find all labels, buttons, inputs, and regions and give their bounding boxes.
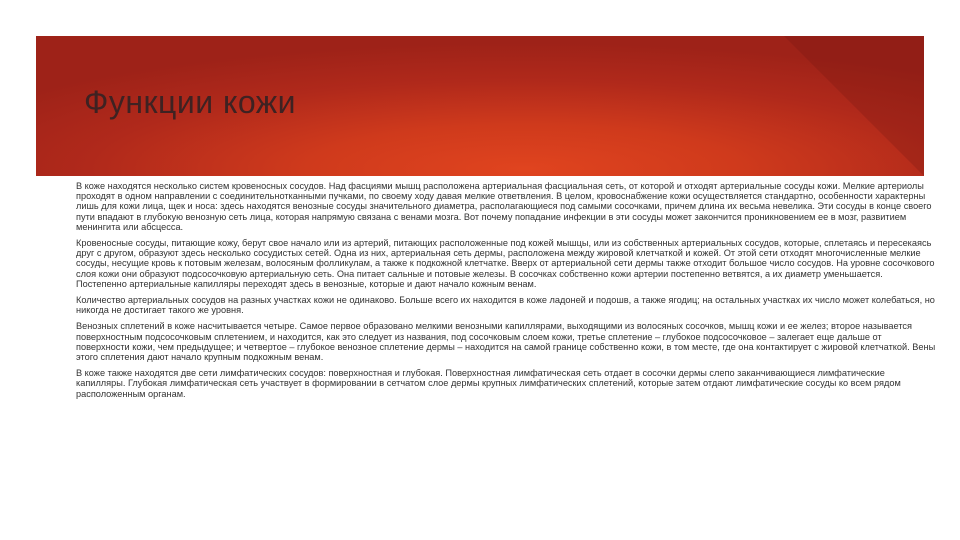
paragraph-blood-vessels: В коже находятся несколько систем кровеносных сосудов. Над фасциями мышц расположена артериальная фасциальная сеть, от которой и отходят артериальные сосуды кожи. Мелкие артериолы проходят в одном направлении с соединительнотканными пучками, по своему ходу давая мелкие ответвления. В целом, кровоснабжение кожи осуществляется стандартно, особенности характерны лишь для кожи лица, щек и носа: здесь находятся венозные сосуды значительного диаметра, располагающиеся под самыми сосочками, причем длина их весьма невелика. Эти сосуды в конце своего пути впадают в глубокую венозную сеть лица, которая напрямую связана с венами мозга. Вот почему попадание инфекции в эти сосуды может закончится проникновением ее в мозг, развитием менингита или абсцесса.: [76, 181, 932, 232]
paragraph-arterial-networks: Кровеносные сосуды, питающие кожу, берут свое начало или из артерий, питающих расположенные под кожей мышцы, или из собственных артериальных сосудов, которые, сплетаясь и пересекаясь друг с другом, образуют здесь несколько сосудистых сетей. Одна из них, артериальная сеть дермы, расположена между жировой клетчаткой и кожей. От этой сети отходят многочисленные мелкие сосуды, несущие кровь к потовым железам, волосяным фолликулам, а также к подкожной клетчатке. Вверх от артериальной сети дермы также отходит большое число сосудов. На уровне сосочкового слоя кожи они образуют подсосочковую артериальную сеть. Она питает сальные и потовые железы. В сосочках собственно кожи артерии постепенно ветвятся, а их диаметр уменьшается. Постепенно артериальные капилляры переходят здесь в венозные, которые и дают начало кожным венам.: [76, 238, 935, 289]
paragraph-lymphatic-networks: В коже также находятся две сети лимфатических сосудов: поверхностная и глубокая. Поверхностная лимфатическая сеть отдает в сосочки дермы слепо заканчивающиеся лимфатические капилляры. Глубокая лимфатическая сеть участвует в формировании в сетчатом слое дермы крупных лимфатических сплетений, которые затем отдают лимфатические сосуды ко всем рядом расположенным органам.: [76, 368, 901, 399]
banner-corner-shade: [784, 36, 924, 176]
paragraph-venous-plexuses: Венозных сплетений в коже насчитывается четыре. Самое первое образовано мелкими венозными капиллярами, выходящими из волосяных сосочков, мышц кожи и ее желез; второе называется поверхностным подсосочковым сплетением, и находится, как это следует из названия, под сосочковым слоем кожи, третье сплетение – глубокое подсосочковое – залегает еще дальше от поверхности кожи, чем предыдущее; и четвертое – глубокое венозное сплетение дермы – находится на самой границе собственно кожи, в том месте, где она контактирует с жировой клетчаткой. Вены этого сплетения дают начало крупным подкожным венам.: [76, 321, 936, 363]
paragraph-arterial-quantity: Количество артериальных сосудов на разных участках кожи не одинаково. Больше всего их находится в коже ладоней и подошв, а также ягодиц; на остальных участках их число может колебаться, но никогда не достигает такого же уровня.: [76, 295, 935, 316]
slide-title: Функции кожи: [84, 84, 297, 120]
slide-body: [76, 181, 936, 405]
